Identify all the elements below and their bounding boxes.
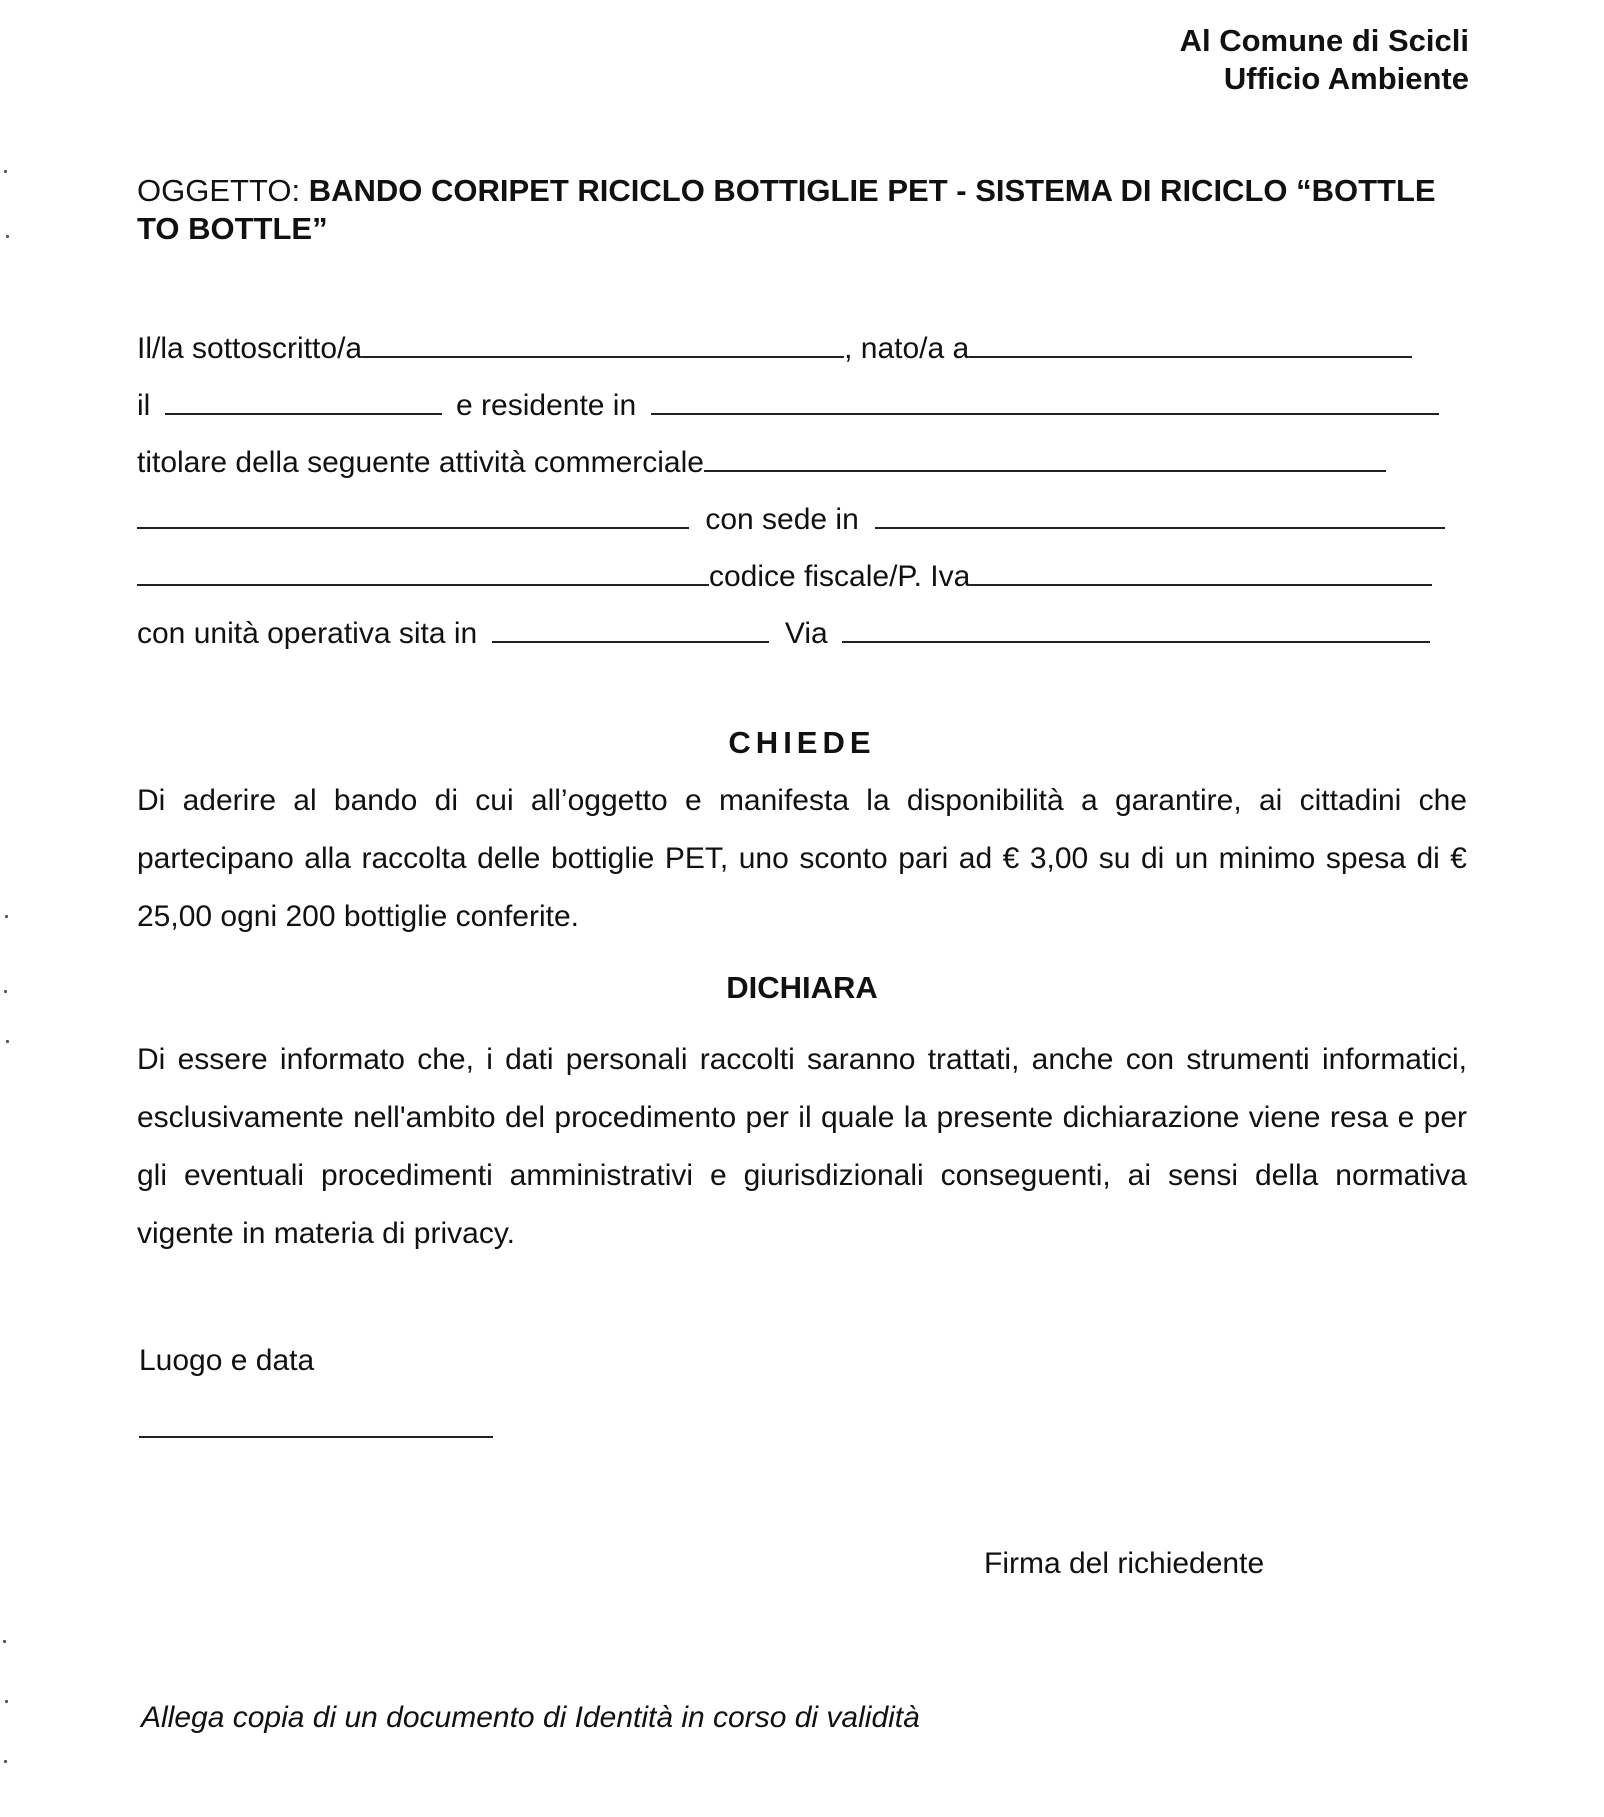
scan-speck <box>4 1760 7 1763</box>
tax-label: codice fiscale/P. Iva <box>709 560 971 593</box>
request-heading: CHIEDE <box>728 725 876 760</box>
scan-speck <box>4 170 7 173</box>
subject-label: OGGETTO: <box>137 173 301 208</box>
tax-code-field[interactable] <box>970 556 1432 586</box>
signatory-name-field[interactable] <box>362 328 844 358</box>
business-continued-field[interactable] <box>137 499 689 529</box>
birth-date-field[interactable] <box>165 385 442 415</box>
business-field[interactable] <box>704 442 1386 472</box>
recipient-block <box>1180 22 1469 98</box>
place-date-label: Luogo e data <box>139 1344 315 1377</box>
signature-label: Firma del richiedente <box>984 1547 1265 1580</box>
scan-speck <box>6 1040 9 1043</box>
scan-speck <box>5 915 8 918</box>
street-field[interactable] <box>842 613 1430 643</box>
request-text: Di aderire al bando di cui all’oggetto e manifesta la disponibilità a garantire, ai cittadini che partecipano alla raccolta delle bottiglie PET, uno sconto pari ad € 3,00 su di un minimo spesa di € 25,00 ogni 200 bottiglie conferite. <box>137 784 1467 933</box>
scan-speck <box>5 1700 8 1703</box>
attachment-note: Allega copia di un documento di Identità in corso di validità <box>141 1701 920 1734</box>
declaration-heading: DICHIARA <box>726 970 878 1005</box>
date-label: il <box>137 389 151 422</box>
residence-field[interactable] <box>651 385 1439 415</box>
form-line-office <box>137 499 1445 538</box>
business-label: titolare della seguente attività commerciale <box>137 446 704 479</box>
scan-speck <box>3 1640 6 1643</box>
recipient-line-2: Ufficio Ambiente <box>1223 61 1469 96</box>
form-line-unit <box>137 613 1430 652</box>
form-line-date <box>137 385 1439 424</box>
scan-speck <box>6 235 9 238</box>
subject-text: BANDO CORIPET RICICLO BOTTIGLIE PET - SISTEMA DI RICICLO “BOTTLE TO BOTTLE” <box>137 173 1436 246</box>
form-line-business <box>137 442 1386 481</box>
street-label: Via <box>784 617 828 650</box>
unit-location-field[interactable] <box>492 613 769 643</box>
form-line-tax <box>137 556 1432 595</box>
office-continued-field[interactable] <box>137 556 709 586</box>
birthplace-field[interactable] <box>969 328 1412 358</box>
declaration-text: Di essere informato che, i dati personali raccolti saranno trattati, anche con strumenti informatici, esclusivamente nell'ambito del procedimento per il quale la presente dichiarazione viene resa e per gli eventuali procedimenti amministrativi e giurisdizionali conseguenti, ai sensi della normativa vigente in materia di privacy. <box>137 1043 1467 1250</box>
resident-label: e residente in <box>456 389 637 422</box>
place-date-field[interactable] <box>139 1436 493 1438</box>
recipient-line-1: Al Comune di Scicli <box>1179 23 1469 58</box>
signatory-label: Il/la sottoscritto/a <box>137 332 363 365</box>
form-line-signatory <box>137 328 1412 367</box>
subject <box>137 172 1467 248</box>
office-label: con sede in <box>705 503 859 536</box>
born-label: , nato/a a <box>844 332 970 365</box>
unit-label: con unità operativa sita in <box>137 617 478 650</box>
scan-speck <box>4 990 7 993</box>
office-location-field[interactable] <box>875 499 1445 529</box>
